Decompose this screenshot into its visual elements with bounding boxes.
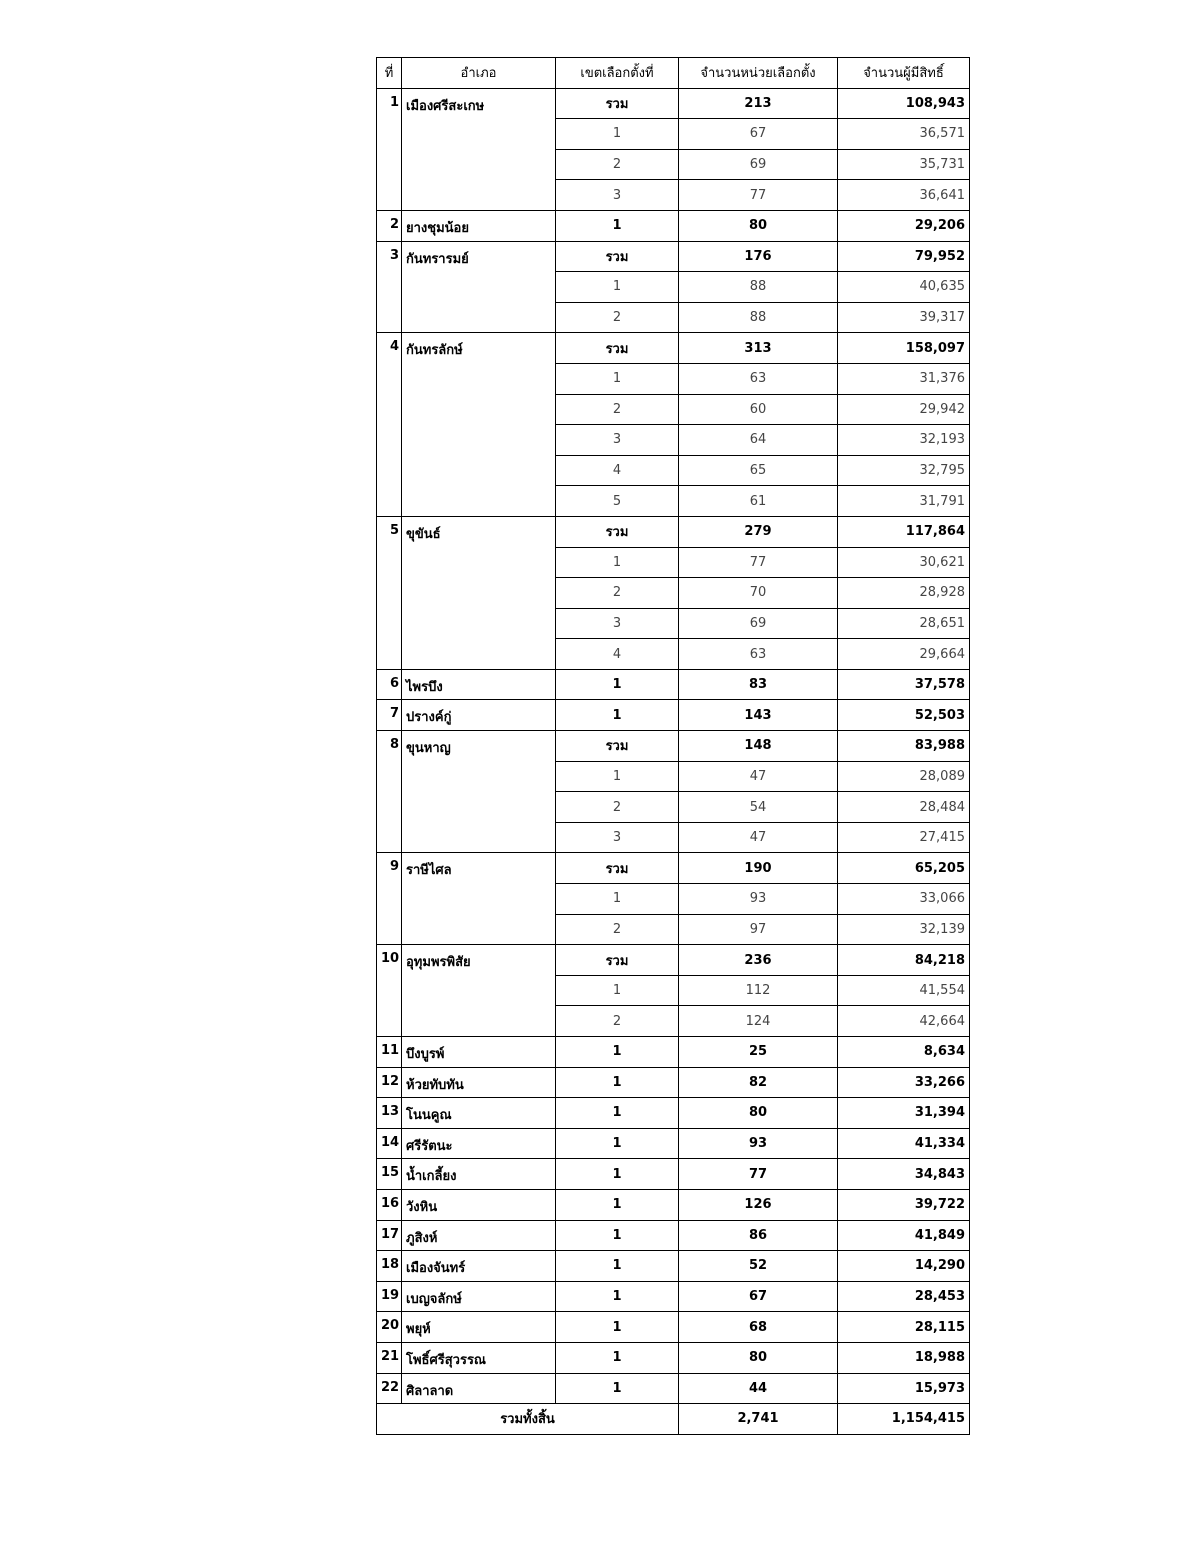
table-row [377, 516, 970, 547]
header-voters: จำนวนผู้มีสิทธิ์ [838, 58, 970, 89]
constituency-cell: 1 [556, 547, 679, 578]
voters-cell: 65,205 [838, 853, 970, 884]
units-cell: 124 [679, 1006, 838, 1037]
grand-total-row [377, 1404, 970, 1435]
voters-cell: 83,988 [838, 731, 970, 762]
constituency-cell: 2 [556, 792, 679, 823]
constituency-cell: 2 [556, 914, 679, 945]
district-name: ขุขันธ์ [402, 516, 556, 669]
table-row [377, 1342, 970, 1373]
voters-cell: 41,554 [838, 975, 970, 1006]
voters-cell: 84,218 [838, 945, 970, 976]
constituency-cell: 1 [556, 761, 679, 792]
row-number: 5 [377, 516, 402, 669]
row-number: 10 [377, 945, 402, 1037]
row-number: 3 [377, 241, 402, 333]
constituency-cell: รวม [556, 241, 679, 272]
row-number: 2 [377, 210, 402, 241]
table-row [377, 1220, 970, 1251]
voters-cell: 34,843 [838, 1159, 970, 1190]
header-district: อำเภอ [402, 58, 556, 89]
units-cell: 64 [679, 425, 838, 456]
voters-cell: 8,634 [838, 1037, 970, 1068]
header-constituency: เขตเลือกตั้งที่ [556, 58, 679, 89]
voters-cell: 27,415 [838, 822, 970, 853]
table-row [377, 700, 970, 731]
constituency-cell: 1 [556, 1159, 679, 1190]
district-name: ปรางค์กู่ [402, 700, 556, 731]
row-number: 21 [377, 1342, 402, 1373]
units-cell: 86 [679, 1220, 838, 1251]
constituency-cell: รวม [556, 333, 679, 364]
units-cell: 313 [679, 333, 838, 364]
constituency-cell: รวม [556, 516, 679, 547]
voters-cell: 33,266 [838, 1067, 970, 1098]
constituency-cell: 2 [556, 149, 679, 180]
units-cell: 69 [679, 149, 838, 180]
units-cell: 279 [679, 516, 838, 547]
table-row [377, 1251, 970, 1282]
constituency-cell: 1 [556, 1128, 679, 1159]
constituency-cell: 1 [556, 1098, 679, 1129]
units-cell: 67 [679, 119, 838, 150]
constituency-cell: 1 [556, 272, 679, 303]
table-row [377, 853, 970, 884]
district-name: ขุนหาญ [402, 731, 556, 853]
units-cell: 93 [679, 884, 838, 915]
constituency-cell: รวม [556, 731, 679, 762]
voters-cell: 41,334 [838, 1128, 970, 1159]
table-body [377, 88, 970, 1404]
voters-cell: 108,943 [838, 88, 970, 119]
voters-cell: 28,484 [838, 792, 970, 823]
voters-cell: 33,066 [838, 884, 970, 915]
constituency-cell: 3 [556, 425, 679, 456]
voters-cell: 31,376 [838, 363, 970, 394]
table-row [377, 945, 970, 976]
constituency-cell: 1 [556, 1312, 679, 1343]
voters-cell: 29,664 [838, 639, 970, 670]
units-cell: 63 [679, 639, 838, 670]
units-cell: 65 [679, 455, 838, 486]
header-no: ที่ [377, 58, 402, 89]
constituency-cell: 1 [556, 700, 679, 731]
table-row [377, 1189, 970, 1220]
units-cell: 80 [679, 1342, 838, 1373]
district-name: ยางชุมน้อย [402, 210, 556, 241]
constituency-cell: 1 [556, 1373, 679, 1404]
units-cell: 190 [679, 853, 838, 884]
voters-cell: 32,193 [838, 425, 970, 456]
voters-cell: 28,453 [838, 1281, 970, 1312]
table-row [377, 1159, 970, 1190]
voters-cell: 28,089 [838, 761, 970, 792]
district-name: ศรีรัตนะ [402, 1128, 556, 1159]
district-name: เมืองจันทร์ [402, 1251, 556, 1282]
table-row [377, 731, 970, 762]
row-number: 16 [377, 1189, 402, 1220]
constituency-cell: 1 [556, 1067, 679, 1098]
units-cell: 236 [679, 945, 838, 976]
district-name: พยุห์ [402, 1312, 556, 1343]
constituency-cell: 5 [556, 486, 679, 517]
constituency-cell: 1 [556, 210, 679, 241]
voters-cell: 36,641 [838, 180, 970, 211]
district-name: ห้วยทับทัน [402, 1067, 556, 1098]
district-name: เมืองศรีสะเกษ [402, 88, 556, 210]
units-cell: 60 [679, 394, 838, 425]
district-name: เบญจลักษ์ [402, 1281, 556, 1312]
voters-cell: 28,928 [838, 578, 970, 609]
constituency-cell: 1 [556, 1037, 679, 1068]
header-units: จำนวนหน่วยเลือกตั้ง [679, 58, 838, 89]
voters-cell: 32,795 [838, 455, 970, 486]
constituency-cell: 2 [556, 302, 679, 333]
units-cell: 213 [679, 88, 838, 119]
voters-cell: 39,722 [838, 1189, 970, 1220]
table-row [377, 1098, 970, 1129]
units-cell: 25 [679, 1037, 838, 1068]
district-name: โพธิ์ศรีสุวรรณ [402, 1342, 556, 1373]
grand-total-voters: 1,154,415 [838, 1404, 970, 1435]
units-cell: 61 [679, 486, 838, 517]
voters-cell: 36,571 [838, 119, 970, 150]
row-number: 4 [377, 333, 402, 517]
constituency-cell: 2 [556, 578, 679, 609]
voters-cell: 28,115 [838, 1312, 970, 1343]
district-name: ราษีไศล [402, 853, 556, 945]
row-number: 12 [377, 1067, 402, 1098]
constituency-cell: 1 [556, 363, 679, 394]
units-cell: 82 [679, 1067, 838, 1098]
constituency-cell: 3 [556, 180, 679, 211]
table-row [377, 241, 970, 272]
row-number: 7 [377, 700, 402, 731]
units-cell: 77 [679, 180, 838, 211]
units-cell: 88 [679, 272, 838, 303]
row-number: 6 [377, 669, 402, 700]
constituency-cell: 1 [556, 1189, 679, 1220]
table-row [377, 210, 970, 241]
units-cell: 148 [679, 731, 838, 762]
units-cell: 47 [679, 761, 838, 792]
constituency-cell: 1 [556, 669, 679, 700]
units-cell: 80 [679, 210, 838, 241]
header-row [377, 58, 970, 89]
voters-cell: 39,317 [838, 302, 970, 333]
constituency-cell: 1 [556, 975, 679, 1006]
district-name: วังหิน [402, 1189, 556, 1220]
table-row [377, 669, 970, 700]
constituency-cell: 1 [556, 1281, 679, 1312]
row-number: 13 [377, 1098, 402, 1129]
voters-cell: 28,651 [838, 608, 970, 639]
units-cell: 67 [679, 1281, 838, 1312]
row-number: 22 [377, 1373, 402, 1404]
district-name: ไพรบึง [402, 669, 556, 700]
district-name: อุทุมพรพิสัย [402, 945, 556, 1037]
election-units-table [376, 57, 970, 1435]
row-number: 15 [377, 1159, 402, 1190]
constituency-cell: 3 [556, 822, 679, 853]
units-cell: 93 [679, 1128, 838, 1159]
row-number: 17 [377, 1220, 402, 1251]
units-cell: 126 [679, 1189, 838, 1220]
units-cell: 52 [679, 1251, 838, 1282]
district-name: กันทรลักษ์ [402, 333, 556, 517]
table-row [377, 333, 970, 364]
row-number: 14 [377, 1128, 402, 1159]
constituency-cell: 2 [556, 394, 679, 425]
district-name: โนนคูณ [402, 1098, 556, 1129]
constituency-cell: 3 [556, 608, 679, 639]
table-row [377, 1312, 970, 1343]
units-cell: 176 [679, 241, 838, 272]
constituency-cell: 2 [556, 1006, 679, 1037]
voters-cell: 31,791 [838, 486, 970, 517]
district-name: ภูสิงห์ [402, 1220, 556, 1251]
row-number: 9 [377, 853, 402, 945]
table-row [377, 1037, 970, 1068]
units-cell: 68 [679, 1312, 838, 1343]
units-cell: 83 [679, 669, 838, 700]
voters-cell: 52,503 [838, 700, 970, 731]
constituency-cell: 1 [556, 1251, 679, 1282]
voters-cell: 42,664 [838, 1006, 970, 1037]
grand-total-units: 2,741 [679, 1404, 838, 1435]
row-number: 11 [377, 1037, 402, 1068]
row-number: 19 [377, 1281, 402, 1312]
voters-cell: 40,635 [838, 272, 970, 303]
row-number: 1 [377, 88, 402, 210]
voters-cell: 158,097 [838, 333, 970, 364]
voters-cell: 32,139 [838, 914, 970, 945]
row-number: 8 [377, 731, 402, 853]
voters-cell: 35,731 [838, 149, 970, 180]
units-cell: 54 [679, 792, 838, 823]
table-row [377, 1373, 970, 1404]
voters-cell: 18,988 [838, 1342, 970, 1373]
units-cell: 77 [679, 547, 838, 578]
constituency-cell: 4 [556, 639, 679, 670]
constituency-cell: รวม [556, 853, 679, 884]
units-cell: 88 [679, 302, 838, 333]
voters-cell: 79,952 [838, 241, 970, 272]
row-number: 20 [377, 1312, 402, 1343]
voters-cell: 14,290 [838, 1251, 970, 1282]
voters-cell: 29,206 [838, 210, 970, 241]
units-cell: 112 [679, 975, 838, 1006]
voters-cell: 31,394 [838, 1098, 970, 1129]
district-name: ศิลาลาด [402, 1373, 556, 1404]
table-row [377, 1128, 970, 1159]
district-name: กันทรารมย์ [402, 241, 556, 333]
units-cell: 80 [679, 1098, 838, 1129]
units-cell: 69 [679, 608, 838, 639]
row-number: 18 [377, 1251, 402, 1282]
constituency-cell: รวม [556, 88, 679, 119]
table-row [377, 88, 970, 119]
district-name: น้ำเกลี้ยง [402, 1159, 556, 1190]
voters-cell: 30,621 [838, 547, 970, 578]
constituency-cell: รวม [556, 945, 679, 976]
constituency-cell: 1 [556, 1342, 679, 1373]
units-cell: 77 [679, 1159, 838, 1190]
constituency-cell: 1 [556, 884, 679, 915]
voters-cell: 117,864 [838, 516, 970, 547]
voters-cell: 37,578 [838, 669, 970, 700]
units-cell: 44 [679, 1373, 838, 1404]
constituency-cell: 1 [556, 1220, 679, 1251]
units-cell: 63 [679, 363, 838, 394]
table-row [377, 1067, 970, 1098]
table-row [377, 1281, 970, 1312]
units-cell: 70 [679, 578, 838, 609]
grand-total-label: รวมทั้งสิ้น [377, 1404, 679, 1435]
voters-cell: 15,973 [838, 1373, 970, 1404]
district-name: บึงบูรพ์ [402, 1037, 556, 1068]
constituency-cell: 4 [556, 455, 679, 486]
units-cell: 143 [679, 700, 838, 731]
voters-cell: 41,849 [838, 1220, 970, 1251]
constituency-cell: 1 [556, 119, 679, 150]
units-cell: 47 [679, 822, 838, 853]
units-cell: 97 [679, 914, 838, 945]
voters-cell: 29,942 [838, 394, 970, 425]
